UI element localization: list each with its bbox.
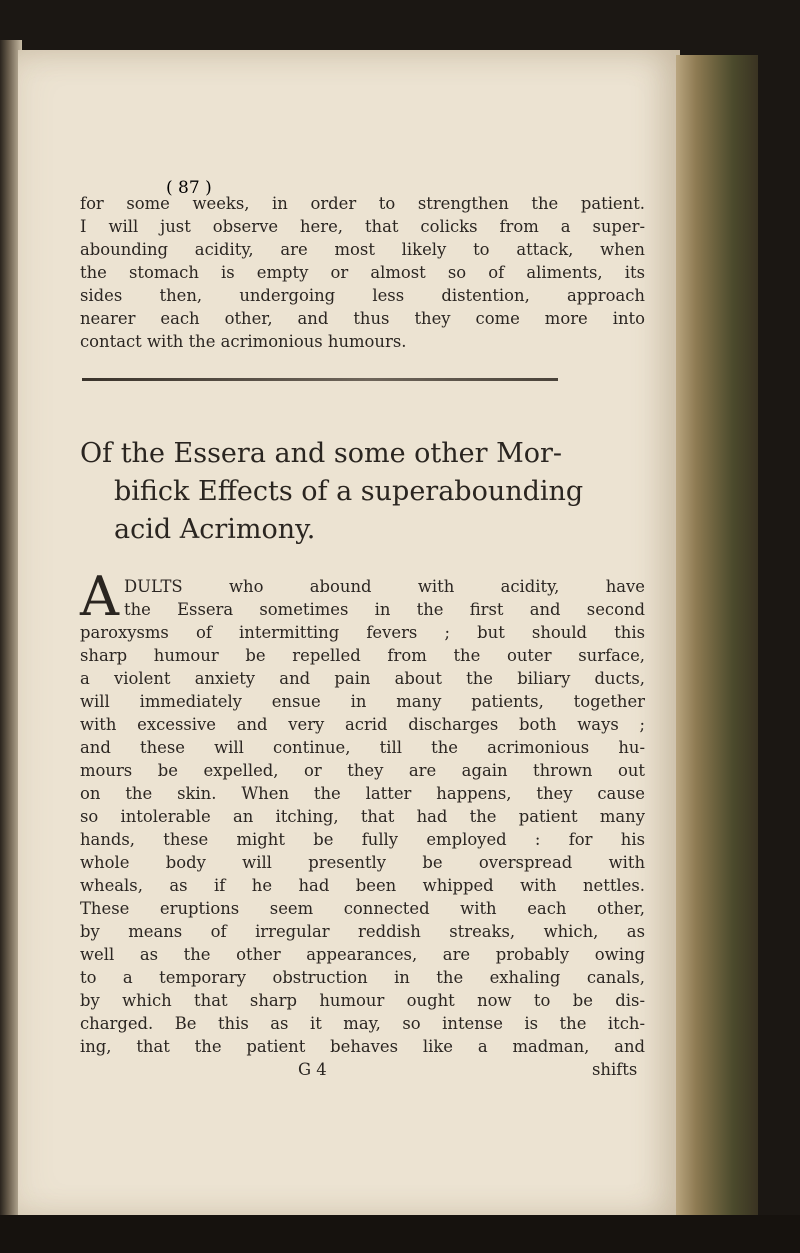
book-spine-edge — [676, 55, 758, 1215]
intro-line: nearer each other, and thus they come more into — [80, 309, 645, 328]
body-line: and these will continue, till the acrimonious hu- — [80, 738, 645, 757]
body-line: mours be expelled, or they are again thrown out — [80, 761, 645, 780]
body-line: wheals, as if he had been whipped with nettles. — [80, 876, 645, 895]
body-line: with excessive and very acrid discharges both ways ; — [80, 715, 645, 734]
body-line: so intolerable an itching, that had the patient many — [80, 807, 645, 826]
body-line: sharp humour be repelled from the outer surface, — [80, 646, 645, 665]
body-line: ing, that the patient behaves like a madman, and — [80, 1037, 645, 1056]
section-heading-line: acid Acrimony. — [114, 514, 316, 545]
section-heading-line: Of the Essera and some other Mor- — [80, 438, 563, 469]
intro-line: for some weeks, in order to strengthen the patient. — [80, 194, 645, 213]
intro-line: sides then, undergoing less distention, approach — [80, 286, 645, 305]
drop-capital: A — [80, 565, 119, 628]
intro-line: the stomach is empty or almost so of aliments, its — [80, 263, 645, 282]
page-number-header: ( 87 ) — [166, 178, 212, 198]
intro-line: I will just observe here, that colicks from a super- — [80, 217, 645, 236]
body-line: DULTS who abound with acidity, have — [124, 577, 645, 596]
body-line: to a temporary obstruction in the exhaling canals, — [80, 968, 645, 987]
body-line: a violent anxiety and pain about the biliary ducts, — [80, 669, 645, 688]
body-line: by means of irregular reddish streaks, which, as — [80, 922, 645, 941]
body-line: will immediately ensue in many patients, together — [80, 692, 645, 711]
book-bottom-edge — [0, 1215, 800, 1253]
section-divider-rule — [82, 378, 558, 381]
body-line: whole body will presently be overspread with — [80, 853, 645, 872]
intro-line: abounding acidity, are most likely to attack, when — [80, 240, 645, 259]
body-line: charged. Be this as it may, so intense is the itch- — [80, 1014, 645, 1033]
body-line: well as the other appearances, are probably owing — [80, 945, 645, 964]
body-line: hands, these might be fully employed : for his — [80, 830, 645, 849]
catchword: shifts — [592, 1060, 638, 1079]
intro-line: contact with the acrimonious humours. — [80, 332, 407, 351]
body-line: the Essera sometimes in the first and second — [124, 600, 645, 619]
body-line: on the skin. When the latter happens, they cause — [80, 784, 645, 803]
body-line: paroxysms of intermitting fevers ; but should this — [80, 623, 645, 642]
body-line: by which that sharp humour ought now to be dis- — [80, 991, 645, 1010]
signature-mark: G 4 — [298, 1060, 327, 1079]
section-heading-line: bifick Effects of a superabounding — [114, 476, 584, 507]
body-line: These eruptions seem connected with each other, — [80, 899, 645, 918]
